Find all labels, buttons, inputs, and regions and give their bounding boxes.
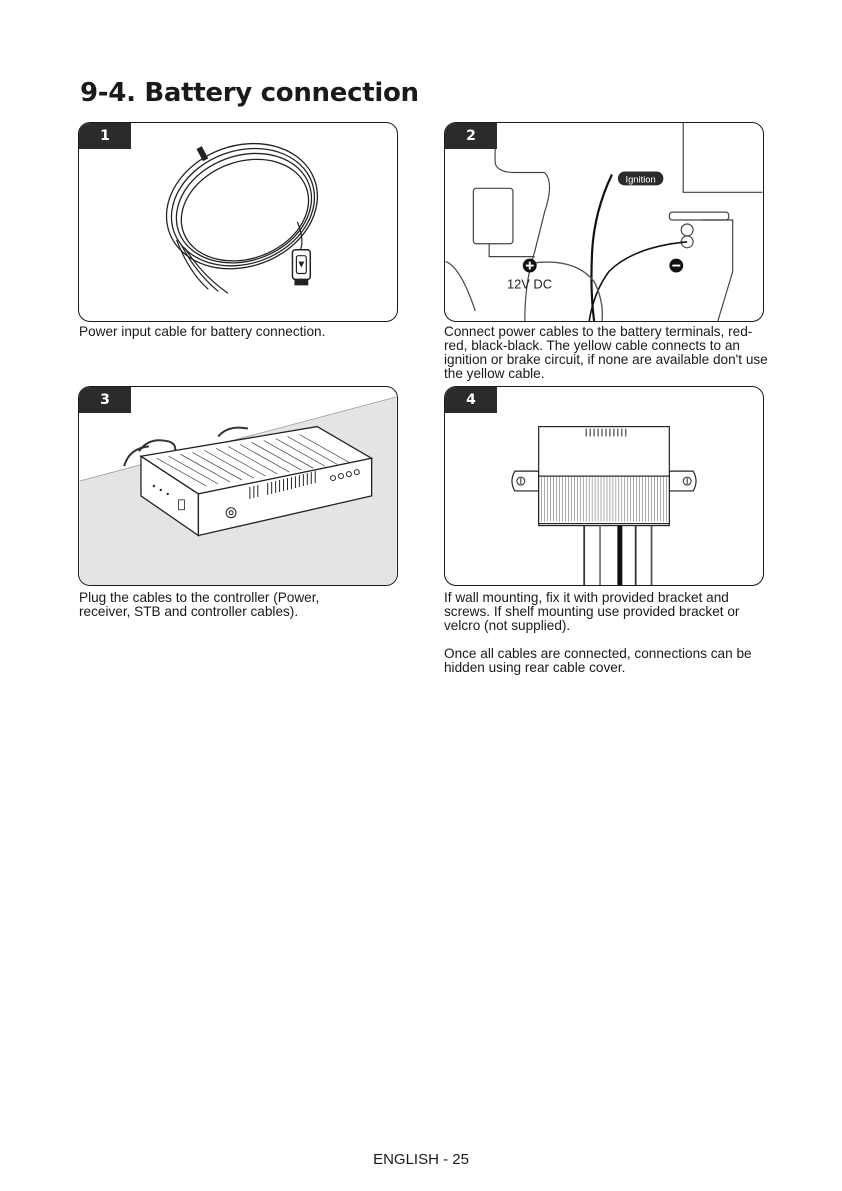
step-3-badge: 3 (79, 387, 131, 413)
step-1-illustration (78, 122, 398, 322)
step-2-badge: 2 (445, 123, 497, 149)
page-footer: ENGLISH - 25 (373, 1151, 469, 1168)
step-3-illustration (78, 386, 398, 586)
controller-box-drawing (79, 387, 397, 585)
negative-terminal-icon (669, 259, 683, 273)
battery-terminal-drawing (445, 123, 763, 321)
coiled-power-cable-drawing (79, 123, 397, 321)
page-title: 9-4. Battery connection (80, 78, 419, 108)
positive-terminal-icon (523, 259, 537, 273)
step-4-caption: If wall mounting, fix it with provided bracket and screws. If shelf mounting use provided bracket or velcro (not supplied). (444, 590, 740, 633)
step-4-badge: 4 (445, 387, 497, 413)
ignition-label: Ignition (625, 173, 656, 185)
step-3-caption: Plug the cables to the controller (Power, receiver, STB and controller cables). (79, 590, 320, 619)
voltage-label: 12V DC (506, 276, 553, 292)
step-4-caption-note: Once all cables are connected, connections can be hidden using rear cable cover. (444, 646, 752, 675)
wall-bracket-drawing (445, 387, 763, 585)
step-1-caption: Power input cable for battery connection. (79, 324, 326, 339)
step-2-illustration (444, 122, 764, 322)
step-4-illustration (444, 386, 764, 586)
cable-connector-plug (292, 250, 310, 286)
step-1-badge: 1 (79, 123, 131, 149)
step-2-caption: Connect power cables to the battery terminals, red-red, black-black. The yellow cable connects to an ignition or brake circuit, if none are available don't use the yellow cable. (444, 324, 768, 381)
